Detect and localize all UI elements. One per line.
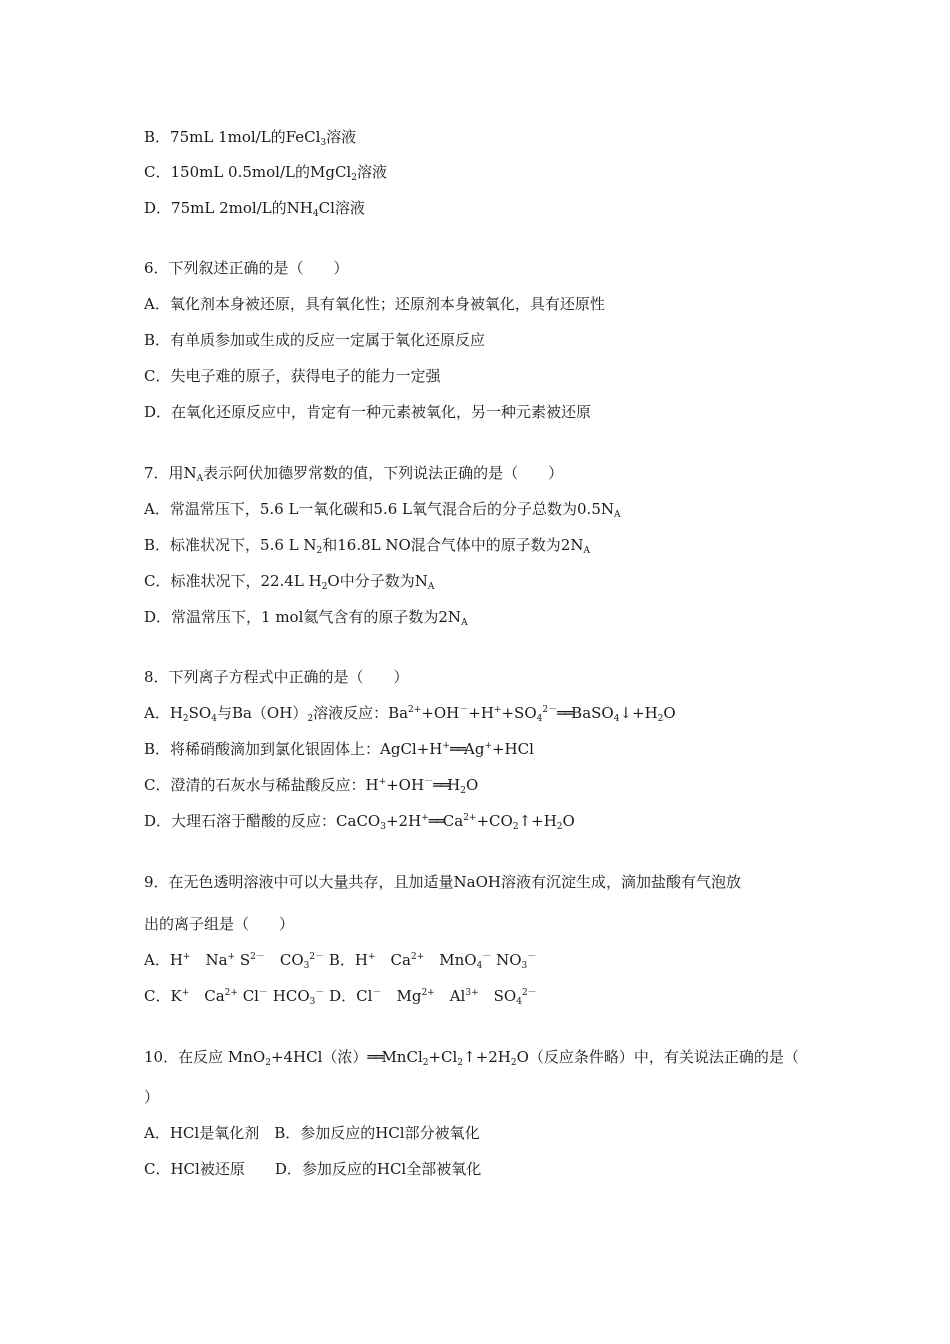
superscript: － [527, 952, 537, 962]
subscript: 4 [613, 714, 620, 724]
subscript: 3 [380, 822, 386, 832]
text-segment: ） [144, 1088, 160, 1106]
text-line [144, 667, 409, 687]
text-segment: B．有单质参加或生成的反应一定属于氧化还原反应 [144, 331, 486, 349]
text-segment: BaSO [571, 704, 614, 722]
superscript: 2－ [309, 952, 325, 962]
text-segment: C．澄清的石灰水与稀盐酸反应：H [144, 776, 379, 794]
superscript: 2+ [410, 952, 425, 962]
superscript: － [258, 988, 268, 998]
text-segment: +CO [476, 812, 513, 830]
text-line [144, 739, 534, 759]
text-line [144, 1123, 480, 1143]
text-segment: C．失电子难的原子，获得电子的能力一定强 [144, 367, 441, 385]
text-line [144, 914, 294, 934]
text-segment: D．大理石溶于醋酸的反应：CaCO [144, 812, 381, 830]
subscript: 3 [320, 138, 327, 148]
text-segment: SO [188, 704, 212, 722]
subscript: 2 [512, 822, 519, 832]
text-segment: CO [264, 951, 304, 969]
subscript: 4 [211, 714, 217, 724]
text-segment: A．常温常压下，5.6 L一氧化碳和5.6 L氧气混合后的分子总数为0.5N [144, 500, 614, 518]
superscript: + [378, 777, 387, 787]
subscript: 4 [476, 961, 483, 971]
text-segment: 与Ba（OH） [216, 704, 308, 722]
text-segment: C．标准状况下，22.4L H [144, 572, 322, 590]
text-line [144, 535, 590, 555]
superscript: － [482, 952, 492, 962]
superscript: － [315, 988, 325, 998]
subscript: 2 [657, 714, 664, 724]
subscript: 3 [303, 961, 310, 971]
text-segment: 10．在反应 MnO [144, 1048, 266, 1066]
text-segment: C．HCl被还原 D．参加反应的HCl全部被氧化 [144, 1160, 482, 1178]
superscript: － [459, 705, 469, 715]
text-segment: +OH [386, 776, 425, 794]
text-line [144, 127, 356, 147]
text-line [144, 872, 741, 892]
text-segment: D．常温常压下，1 mol氦气含有的原子数为2N [144, 608, 462, 626]
subscript: 2 [321, 582, 328, 592]
text-segment: O [465, 776, 479, 794]
subscript: 2 [457, 1058, 464, 1068]
text-line [144, 499, 620, 519]
text-segment: O [663, 704, 676, 722]
subscript: A [427, 582, 435, 592]
text-segment: Na [190, 951, 228, 969]
text-segment: H [447, 776, 461, 794]
text-segment: +Cl [428, 1048, 458, 1066]
subscript: 3 [309, 997, 316, 1007]
text-line [144, 198, 365, 218]
text-line [144, 811, 575, 831]
text-segment: ↑+2H [463, 1048, 511, 1066]
text-line [144, 1047, 799, 1067]
text-segment: ══ [367, 1048, 382, 1066]
subscript: 2 [307, 714, 314, 724]
text-segment: ══ [449, 740, 464, 758]
subscript: 2 [460, 786, 466, 796]
text-segment: 溶液 [356, 163, 387, 181]
text-line [144, 607, 468, 627]
superscript: + [442, 741, 450, 751]
superscript: + [493, 705, 502, 715]
text-segment: +4HCl（浓） [270, 1048, 368, 1066]
text-segment: ══ [557, 704, 572, 722]
text-segment: D．在氧化还原反应中，肯定有一种元素被氧化，另一种元素被还原 [144, 403, 592, 421]
text-segment: O（反应条件略）中，有关说法正确的是（ [516, 1048, 799, 1066]
subscript: A [196, 474, 204, 484]
text-segment: 出的离子组是（ ） [144, 915, 295, 933]
text-segment: A．H [144, 951, 183, 969]
text-line [144, 986, 537, 1006]
text-segment: Cl溶液 [318, 199, 365, 217]
text-segment: Cl [237, 987, 259, 1005]
text-segment: MnO [424, 951, 477, 969]
superscript: 2+ [463, 813, 477, 823]
text-segment: Al [434, 987, 466, 1005]
text-segment: B．75mL 1mol/L的FeCl [144, 128, 321, 146]
text-segment: +HCl [491, 740, 534, 758]
subscript: A [613, 510, 621, 520]
text-line [144, 366, 440, 386]
text-segment: S [235, 951, 251, 969]
subscript: 4 [516, 997, 522, 1007]
text-segment: +H [468, 704, 494, 722]
superscript: + [227, 952, 236, 962]
subscript: A [583, 546, 590, 556]
text-segment: +SO [501, 704, 537, 722]
text-segment: D．75mL 2mol/L的NH [144, 199, 313, 217]
subscript: A [461, 618, 468, 628]
superscript: 2+ [408, 705, 422, 715]
text-segment: 溶液反应：Ba [313, 704, 409, 722]
text-line [144, 294, 605, 314]
subscript: 2 [510, 1058, 517, 1068]
text-segment: 6．下列叙述正确的是（ ） [144, 259, 349, 277]
superscript: 2+ [421, 988, 435, 998]
text-line [144, 463, 563, 483]
text-line [144, 571, 434, 591]
superscript: + [421, 813, 429, 823]
text-segment: Mg [381, 987, 422, 1005]
text-line [144, 402, 591, 422]
superscript: + [182, 952, 191, 962]
text-line [144, 950, 536, 970]
superscript: + [484, 741, 492, 751]
text-segment: C．K [144, 987, 182, 1005]
superscript: － [424, 777, 434, 787]
text-segment: MnCl [381, 1048, 423, 1066]
subscript: 2 [265, 1058, 271, 1068]
text-segment: +2H [385, 812, 422, 830]
superscript: 2－ [521, 988, 537, 998]
text-segment: Ca [189, 987, 225, 1005]
text-segment: Ag [464, 740, 485, 758]
text-line [144, 258, 349, 278]
text-segment: ↑+H [518, 812, 557, 830]
text-line [144, 703, 676, 723]
text-segment: B．H [324, 951, 368, 969]
text-segment: A．H [144, 704, 183, 722]
text-segment: D．Cl [324, 987, 373, 1005]
superscript: 2+ [224, 988, 238, 998]
text-segment: 溶液 [326, 128, 357, 146]
text-segment: A．HCl是氧化剂 B．参加反应的HCl部分被氧化 [144, 1124, 480, 1142]
text-segment: Ca [375, 951, 411, 969]
superscript: + [368, 952, 376, 962]
subscript: 4 [536, 714, 543, 724]
text-segment: HCO [268, 987, 310, 1005]
text-line [144, 775, 478, 795]
text-segment: Ca [442, 812, 464, 830]
text-segment: O [562, 812, 575, 830]
text-segment: SO [478, 987, 517, 1005]
superscript: 2－ [250, 952, 265, 962]
text-segment: 和16.8L NO混合气体中的原子数为2N [322, 536, 584, 554]
text-line [144, 162, 387, 182]
text-segment: 表示阿伏加德罗常数的值，下列说法正确的是（ ） [203, 464, 564, 482]
text-segment: ══ [433, 776, 448, 794]
text-line [144, 330, 485, 350]
text-line [144, 1087, 159, 1107]
subscript: 3 [521, 961, 528, 971]
text-segment: O中分子数为N [327, 572, 428, 590]
subscript: 2 [351, 173, 357, 183]
text-segment: B．标准状况下，5.6 L N [144, 536, 317, 554]
subscript: 2 [182, 714, 189, 724]
text-segment: 8．下列离子方程式中正确的是（ ） [144, 668, 409, 686]
subscript: 2 [422, 1058, 429, 1068]
text-segment: ↓+H [619, 704, 658, 722]
subscript: 2 [556, 822, 563, 832]
subscript: 2 [316, 546, 323, 556]
text-segment: 9．在无色透明溶液中可以大量共存，且加适量NaOH溶液有沉淀生成，滴加盐酸有气泡放 [144, 873, 741, 891]
subscript: 4 [312, 209, 319, 219]
text-segment: NO [491, 951, 522, 969]
text-line [144, 1159, 481, 1179]
superscript: 2－ [542, 705, 558, 715]
superscript: － [372, 988, 382, 998]
text-segment: +OH [421, 704, 460, 722]
text-segment: A．氧化剂本身被还原，具有氧化性；还原剂本身被氧化，具有还原性 [144, 295, 605, 313]
superscript: 3+ [465, 988, 479, 998]
text-segment: 7．用N [144, 464, 197, 482]
text-segment: C．150mL 0.5mol/L的MgCl [144, 163, 352, 181]
text-segment: B．将稀硝酸滴加到氯化银固体上：AgCl+H [144, 740, 443, 758]
superscript: + [181, 988, 190, 998]
text-segment: ══ [428, 812, 443, 830]
